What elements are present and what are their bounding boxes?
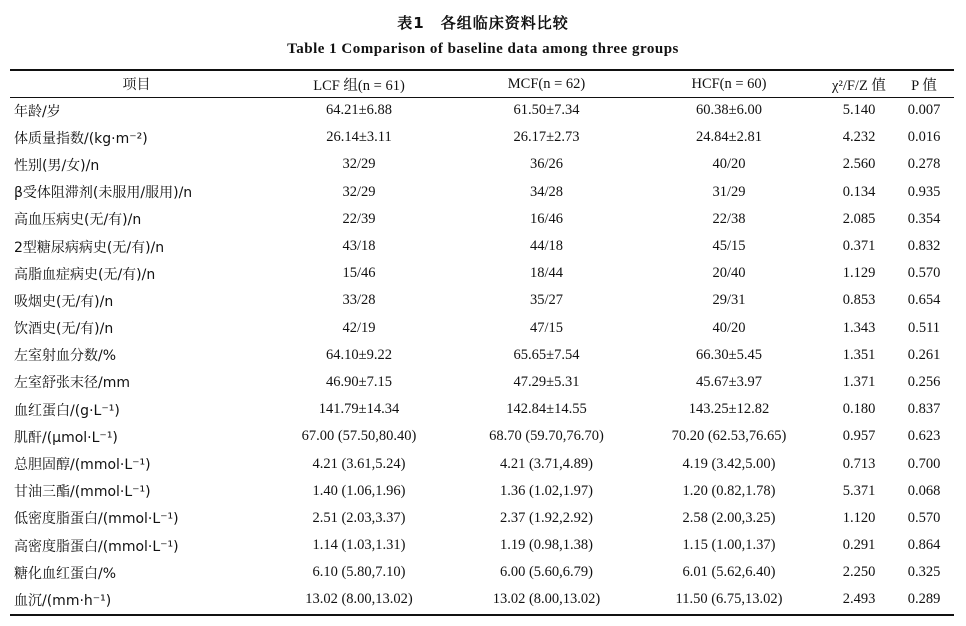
cell-lcf: 43/18 — [342, 238, 376, 255]
cell-item: 性别(男/女)/n — [14, 157, 100, 174]
cell-hcf: 2.58 (2.00,3.25) — [682, 509, 776, 526]
cell-statistic: 2.250 — [842, 564, 876, 581]
cell-mcf: 18/44 — [529, 265, 564, 282]
cell-lcf: 64.10±9.22 — [326, 346, 392, 363]
table-row — [10, 450, 954, 477]
cell-lcf: 6.10 (5.80,7.10) — [312, 564, 406, 581]
table-row — [10, 206, 954, 233]
cell-item: 糖化血红蛋白/% — [14, 565, 117, 582]
cell-statistic: 1.351 — [842, 346, 876, 363]
bottom-rule — [10, 614, 954, 616]
cell-item: 体质量指数/(kg·m⁻²) — [14, 130, 148, 147]
cell-mcf: 34/28 — [529, 183, 564, 200]
table-row — [10, 396, 954, 423]
cell-p-value: 0.256 — [907, 373, 941, 390]
cell-lcf: 141.79±14.34 — [318, 401, 400, 418]
cell-lcf: 26.14±3.11 — [326, 129, 392, 146]
cell-p-value: 0.837 — [907, 401, 941, 418]
header-mcf: MCF(n = 62) — [507, 75, 586, 92]
cell-lcf: 32/29 — [342, 183, 376, 200]
table-row — [10, 179, 954, 206]
cell-statistic: 5.371 — [842, 482, 876, 499]
cell-lcf: 67.00 (57.50,80.40) — [301, 428, 417, 445]
cell-statistic: 0.291 — [842, 537, 876, 554]
cell-item: 2型糖尿病病史(无/有)/n — [14, 239, 165, 256]
cell-hcf: 1.15 (1.00,1.37) — [682, 537, 776, 554]
cell-mcf: 16/46 — [529, 210, 564, 227]
cell-lcf: 13.02 (8.00,13.02) — [305, 591, 413, 608]
cell-mcf: 35/27 — [529, 292, 564, 309]
cell-lcf: 1.14 (1.03,1.31) — [312, 537, 406, 554]
cell-item: 饮酒史(无/有)/n — [14, 321, 114, 338]
cell-item: 左室舒张末径/mm — [14, 375, 130, 392]
cell-statistic: 2.493 — [842, 591, 876, 608]
table-row — [10, 151, 954, 178]
table-row — [10, 97, 954, 124]
cell-item: 总胆固醇/(mmol·L⁻¹) — [14, 457, 151, 474]
cell-p-value: 0.016 — [907, 129, 941, 146]
cell-p-value: 0.278 — [907, 156, 941, 173]
cell-mcf: 13.02 (8.00,13.02) — [492, 591, 601, 608]
cell-item: 年龄/岁 — [14, 103, 61, 120]
cell-mcf: 47/15 — [529, 319, 564, 336]
cell-p-value: 0.864 — [907, 537, 941, 554]
cell-statistic: 5.140 — [842, 102, 876, 119]
cell-hcf: 70.20 (62.53,76.65) — [671, 428, 787, 445]
cell-mcf: 4.21 (3.71,4.89) — [499, 455, 594, 472]
cell-p-value: 0.261 — [907, 346, 941, 363]
cell-statistic: 4.232 — [842, 129, 876, 146]
cell-statistic: 0.957 — [842, 428, 876, 445]
cell-item: 高血压病史(无/有)/n — [14, 212, 142, 229]
table-row — [10, 287, 954, 314]
cell-p-value: 0.511 — [907, 319, 941, 336]
cell-hcf: 40/20 — [712, 156, 746, 173]
table-row — [10, 315, 954, 342]
cell-hcf: 31/29 — [712, 183, 746, 200]
cell-hcf: 1.20 (0.82,1.78) — [682, 482, 776, 499]
header-statistic: χ²/F/Z 值 — [832, 77, 886, 94]
table-row — [10, 559, 954, 586]
table-row — [10, 505, 954, 532]
cell-statistic: 0.853 — [842, 292, 876, 309]
cell-lcf: 33/28 — [342, 292, 376, 309]
cell-mcf: 36/26 — [529, 156, 564, 173]
table-title-cn: 表1 各组临床资料比较 — [397, 14, 569, 32]
table-row — [10, 124, 954, 151]
cell-item: 左室射血分数/% — [14, 348, 117, 365]
cell-statistic: 0.180 — [842, 401, 876, 418]
cell-lcf: 2.51 (2.03,3.37) — [312, 509, 406, 526]
header-lcf: LCF 组(n = 61) — [313, 77, 405, 94]
table-row — [10, 369, 954, 396]
cell-p-value: 0.289 — [907, 591, 941, 608]
cell-p-value: 0.832 — [907, 238, 941, 255]
cell-item: 高密度脂蛋白/(mmol·L⁻¹) — [14, 538, 179, 555]
cell-lcf: 1.40 (1.06,1.96) — [312, 482, 406, 499]
table-row — [10, 532, 954, 559]
table-row — [10, 233, 954, 260]
cell-statistic: 2.560 — [842, 156, 876, 173]
cell-mcf: 6.00 (5.60,6.79) — [499, 564, 594, 581]
cell-hcf: 6.01 (5.62,6.40) — [682, 564, 776, 581]
cell-p-value: 0.935 — [907, 183, 941, 200]
cell-hcf: 60.38±6.00 — [696, 102, 762, 119]
table-header-row — [10, 71, 954, 97]
cell-item: 高脂血症病史(无/有)/n — [14, 266, 156, 283]
cell-p-value: 0.700 — [907, 455, 941, 472]
cell-item: 甘油三酯/(mmol·L⁻¹) — [14, 484, 151, 501]
table-row — [10, 586, 954, 613]
cell-statistic: 1.343 — [842, 319, 876, 336]
cell-hcf: 20/40 — [712, 265, 746, 282]
header-hcf: HCF(n = 60) — [691, 75, 767, 92]
cell-p-value: 0.654 — [907, 292, 941, 309]
cell-hcf: 24.84±2.81 — [696, 129, 762, 146]
cell-lcf: 4.21 (3.61,5.24) — [312, 455, 406, 472]
cell-item: 吸烟史(无/有)/n — [14, 293, 114, 310]
cell-lcf: 64.21±6.88 — [326, 102, 392, 119]
table-row — [10, 342, 954, 369]
cell-lcf: 22/39 — [342, 210, 376, 227]
cell-statistic: 1.371 — [842, 373, 876, 390]
cell-hcf: 11.50 (6.75,13.02) — [675, 591, 783, 608]
cell-mcf: 44/18 — [529, 238, 564, 255]
cell-mcf: 1.36 (1.02,1.97) — [499, 482, 594, 499]
cell-p-value: 0.354 — [907, 210, 941, 227]
cell-mcf: 47.29±5.31 — [513, 373, 580, 390]
cell-hcf: 29/31 — [712, 292, 746, 309]
cell-item: 血沉/(mm·h⁻¹) — [14, 592, 112, 609]
cell-statistic: 2.085 — [842, 210, 876, 227]
cell-hcf: 45/15 — [712, 238, 746, 255]
cell-hcf: 143.25±12.82 — [688, 401, 770, 418]
cell-statistic: 0.713 — [842, 455, 876, 472]
cell-p-value: 0.570 — [907, 265, 941, 282]
cell-mcf: 61.50±7.34 — [513, 102, 580, 119]
cell-p-value: 0.570 — [907, 509, 941, 526]
cell-p-value: 0.325 — [907, 564, 941, 581]
cell-lcf: 46.90±7.15 — [326, 373, 392, 390]
cell-mcf: 2.37 (1.92,2.92) — [499, 509, 594, 526]
cell-statistic: 0.134 — [842, 183, 876, 200]
cell-mcf: 65.65±7.54 — [513, 346, 580, 363]
cell-statistic: 1.129 — [842, 265, 876, 282]
cell-mcf: 68.70 (59.70,76.70) — [489, 428, 604, 445]
baseline-data-table — [10, 71, 954, 614]
table-title-en: Table 1 Comparison of baseline data among three groups — [287, 41, 679, 57]
cell-hcf: 45.67±3.97 — [696, 373, 762, 390]
cell-hcf: 66.30±5.45 — [696, 346, 762, 363]
cell-lcf: 42/19 — [342, 319, 376, 336]
cell-lcf: 15/46 — [342, 265, 376, 282]
table-row — [10, 423, 954, 450]
cell-item: 肌酐/(μmol·L⁻¹) — [14, 429, 118, 446]
cell-mcf: 26.17±2.73 — [513, 129, 580, 146]
cell-p-value: 0.623 — [907, 428, 941, 445]
cell-item: β受体阻滞剂(未服用/服用)/n — [14, 185, 193, 202]
cell-mcf: 1.19 (0.98,1.38) — [499, 537, 594, 554]
table-row — [10, 478, 954, 505]
cell-hcf: 4.19 (3.42,5.00) — [682, 455, 776, 472]
cell-statistic: 1.120 — [842, 509, 876, 526]
cell-hcf: 40/20 — [712, 319, 746, 336]
cell-item: 低密度脂蛋白/(mmol·L⁻¹) — [14, 511, 179, 528]
cell-item: 血红蛋白/(g·L⁻¹) — [14, 402, 120, 419]
cell-lcf: 32/29 — [342, 156, 376, 173]
cell-mcf: 142.84±14.55 — [506, 401, 587, 418]
header-p-value: P 值 — [911, 77, 937, 94]
cell-statistic: 0.371 — [842, 238, 876, 255]
cell-p-value: 0.068 — [907, 482, 941, 499]
table-row — [10, 260, 954, 287]
cell-p-value: 0.007 — [907, 102, 941, 119]
header-item: 项目 — [122, 77, 151, 93]
cell-hcf: 22/38 — [712, 210, 746, 227]
